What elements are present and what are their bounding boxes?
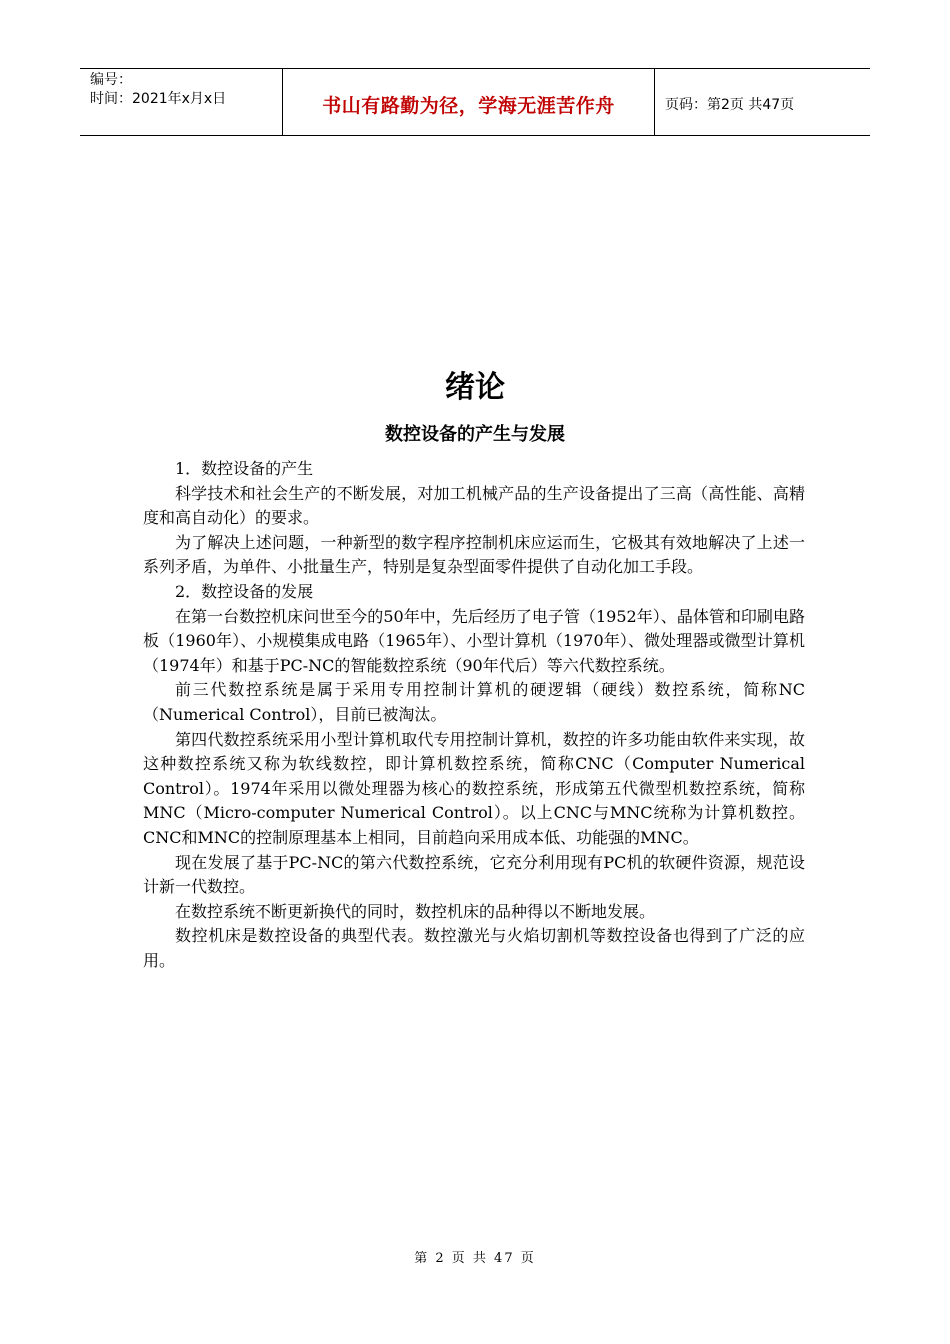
paragraph: 前三代数控系统是属于采用专用控制计算机的硬逻辑（硬线）数控系统，简称NC（Numerical Control），目前已被淘汰。 <box>143 680 805 724</box>
header-page-info: 页码：第2页 共47页 <box>665 97 795 113</box>
header-meta <box>80 69 282 135</box>
paragraph: 2．数控设备的发展 <box>175 581 314 601</box>
document-subtitle: 数控设备的产生与发展 <box>385 424 565 445</box>
document-body <box>143 457 805 973</box>
paragraph: 为了解决上述问题，一种新型的数字程序控制机床应运而生，它极其有效地解决了上述一系列矛盾，为单件、小批量生产，特别是复杂型面零件提供了自动化加工手段。 <box>143 532 805 577</box>
paragraph: 在数控系统不断更新换代的同时，数控机床的品种得以不断地发展。 <box>175 901 656 921</box>
document-title: 绪论 <box>445 370 505 405</box>
paragraph: 在第一台数控机床问世至今的50年中，先后经历了电子管（1952年）、晶体管和印刷电路板（1960年）、小规模集成电路（1965年）、小型计算机（1970年）、微处理器或微型计算机（1974年）和基于PC-NC的智能数控系统（90年代后）等六代数控系统。 <box>143 606 805 675</box>
header-motto: 书山有路勤为径，学海无涯苦作舟 <box>282 69 655 135</box>
page-footer: 第 2 页 共 47 页 <box>414 1251 536 1266</box>
number-label: 编号： <box>90 72 132 88</box>
paragraph: 科学技术和社会生产的不断发展，对加工机械产品的生产设备提出了三高（高性能、高精度和高自动化）的要求。 <box>143 483 805 528</box>
date-label: 时间：2021年x月x日 <box>90 91 227 107</box>
paragraph: 数控机床是数控设备的典型代表。数控激光与火焰切割机等数控设备也得到了广泛的应用。 <box>143 926 805 970</box>
paragraph: 现在发展了基于PC-NC的第六代数控系统，它充分利用现有PC机的软硬件资源，规范设计新一代数控。 <box>143 852 805 897</box>
document-header <box>80 68 870 136</box>
paragraph: 第四代数控系统采用小型计算机取代专用控制计算机，数控的许多功能由软件来实现，故这种数控系统又称为软线数控，即计算机数控系统，简称CNC（Computer Numerical Control）。1974年采用以微处理器为核心的数控系统，形成第五代微型机数控系统，简称MNC（Micro-computer Numerical Control）。以上CNC与MNC统称为计算机数控。CNC和MNC的控制原理基本上相同，目前趋向采用成本低、功能强的MNC。 <box>143 729 805 847</box>
paragraph: 1．数控设备的产生 <box>175 459 314 478</box>
